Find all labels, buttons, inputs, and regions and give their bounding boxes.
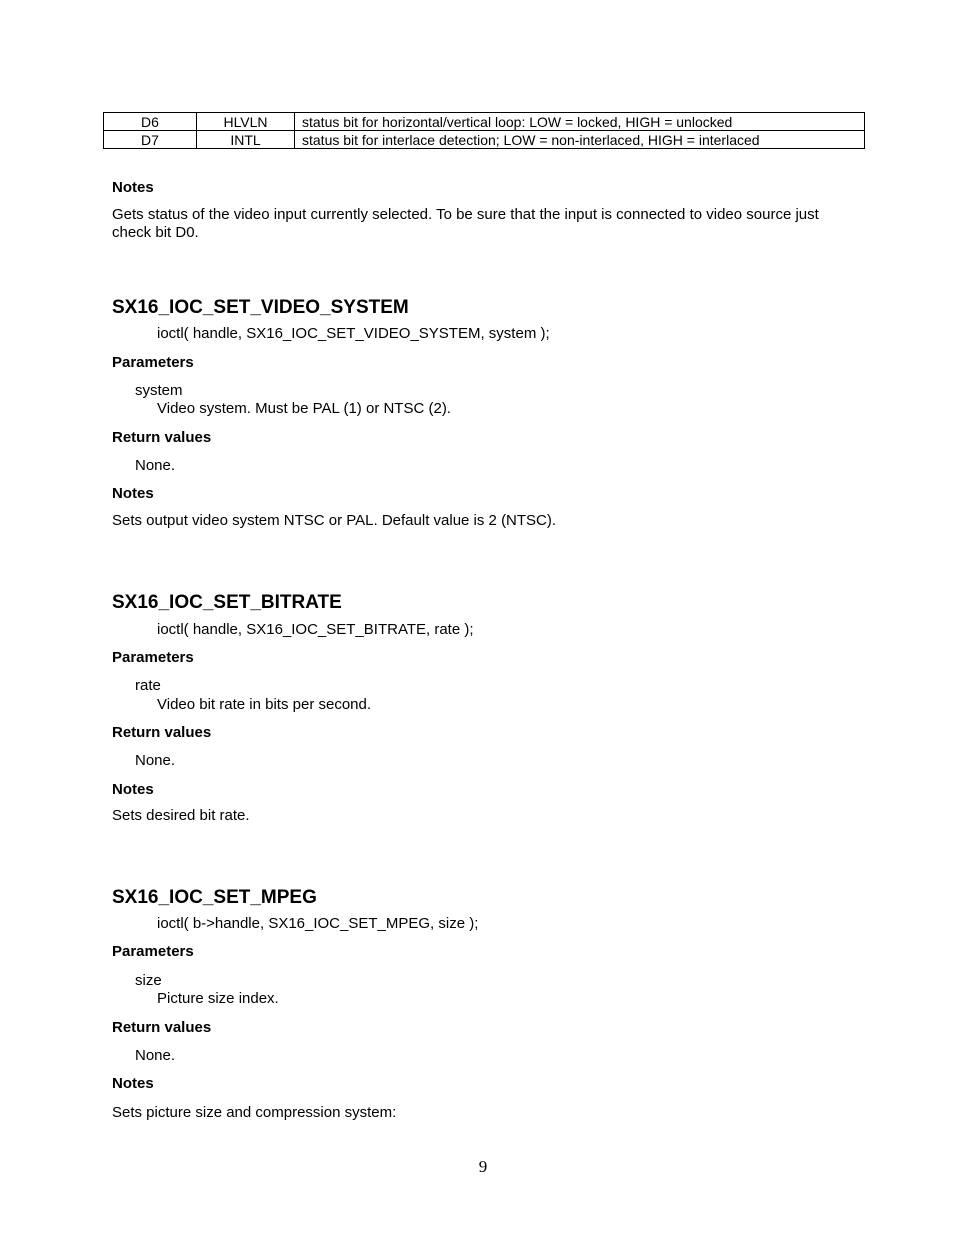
notes-label: Notes xyxy=(112,179,154,196)
notes-label: Notes xyxy=(112,485,154,502)
status-bits-table xyxy=(103,112,865,149)
parameter-name: system xyxy=(135,382,183,399)
description-cell: status bit for interlace detection; LOW = non-interlaced, HIGH = interlaced xyxy=(295,131,865,149)
notes-label: Notes xyxy=(112,1075,154,1092)
ioctl-call: ioctl( b->handle, SX16_IOC_SET_MPEG, size ); xyxy=(157,915,479,932)
name-cell: HLVLN xyxy=(197,113,295,131)
notes-text: Gets status of the video input currently selected. To be sure that the input is connected to video source just check bit D0. xyxy=(112,206,819,241)
bit-cell: D7 xyxy=(104,131,197,149)
return-value: None. xyxy=(135,752,176,769)
parameters-label: Parameters xyxy=(112,649,194,666)
name-cell: INTL xyxy=(197,131,295,149)
parameters-label: Parameters xyxy=(112,943,194,960)
return-value: None. xyxy=(135,1047,176,1064)
section-title: SX16_IOC_SET_VIDEO_SYSTEM xyxy=(112,297,409,318)
ioctl-call: ioctl( handle, SX16_IOC_SET_VIDEO_SYSTEM, system ); xyxy=(157,325,550,342)
parameter-description: Picture size index. xyxy=(157,990,279,1007)
parameter-description: Video system. Must be PAL (1) or NTSC (2). xyxy=(157,400,451,417)
bit-cell: D6 xyxy=(104,113,197,131)
return-value: None. xyxy=(135,457,176,474)
parameter-name: size xyxy=(135,972,162,989)
section-title: SX16_IOC_SET_BITRATE xyxy=(112,592,342,613)
notes-label: Notes xyxy=(112,781,154,798)
parameter-name: rate xyxy=(135,677,161,694)
return-values-label: Return values xyxy=(112,724,212,741)
parameters-label: Parameters xyxy=(112,354,194,371)
notes-text: Sets output video system NTSC or PAL. Default value is 2 (NTSC). xyxy=(112,512,557,529)
table-row xyxy=(104,113,865,131)
parameter-description: Video bit rate in bits per second. xyxy=(157,696,372,713)
return-values-label: Return values xyxy=(112,429,212,446)
page-number: 9 xyxy=(478,1157,488,1176)
table-row xyxy=(104,131,865,149)
notes-text: Sets picture size and compression system: xyxy=(112,1104,397,1121)
ioctl-call: ioctl( handle, SX16_IOC_SET_BITRATE, rate ); xyxy=(157,621,474,638)
description-cell: status bit for horizontal/vertical loop: LOW = locked, HIGH = unlocked xyxy=(295,113,865,131)
notes-text: Sets desired bit rate. xyxy=(112,807,250,824)
section-title: SX16_IOC_SET_MPEG xyxy=(112,887,317,908)
return-values-label: Return values xyxy=(112,1019,212,1036)
